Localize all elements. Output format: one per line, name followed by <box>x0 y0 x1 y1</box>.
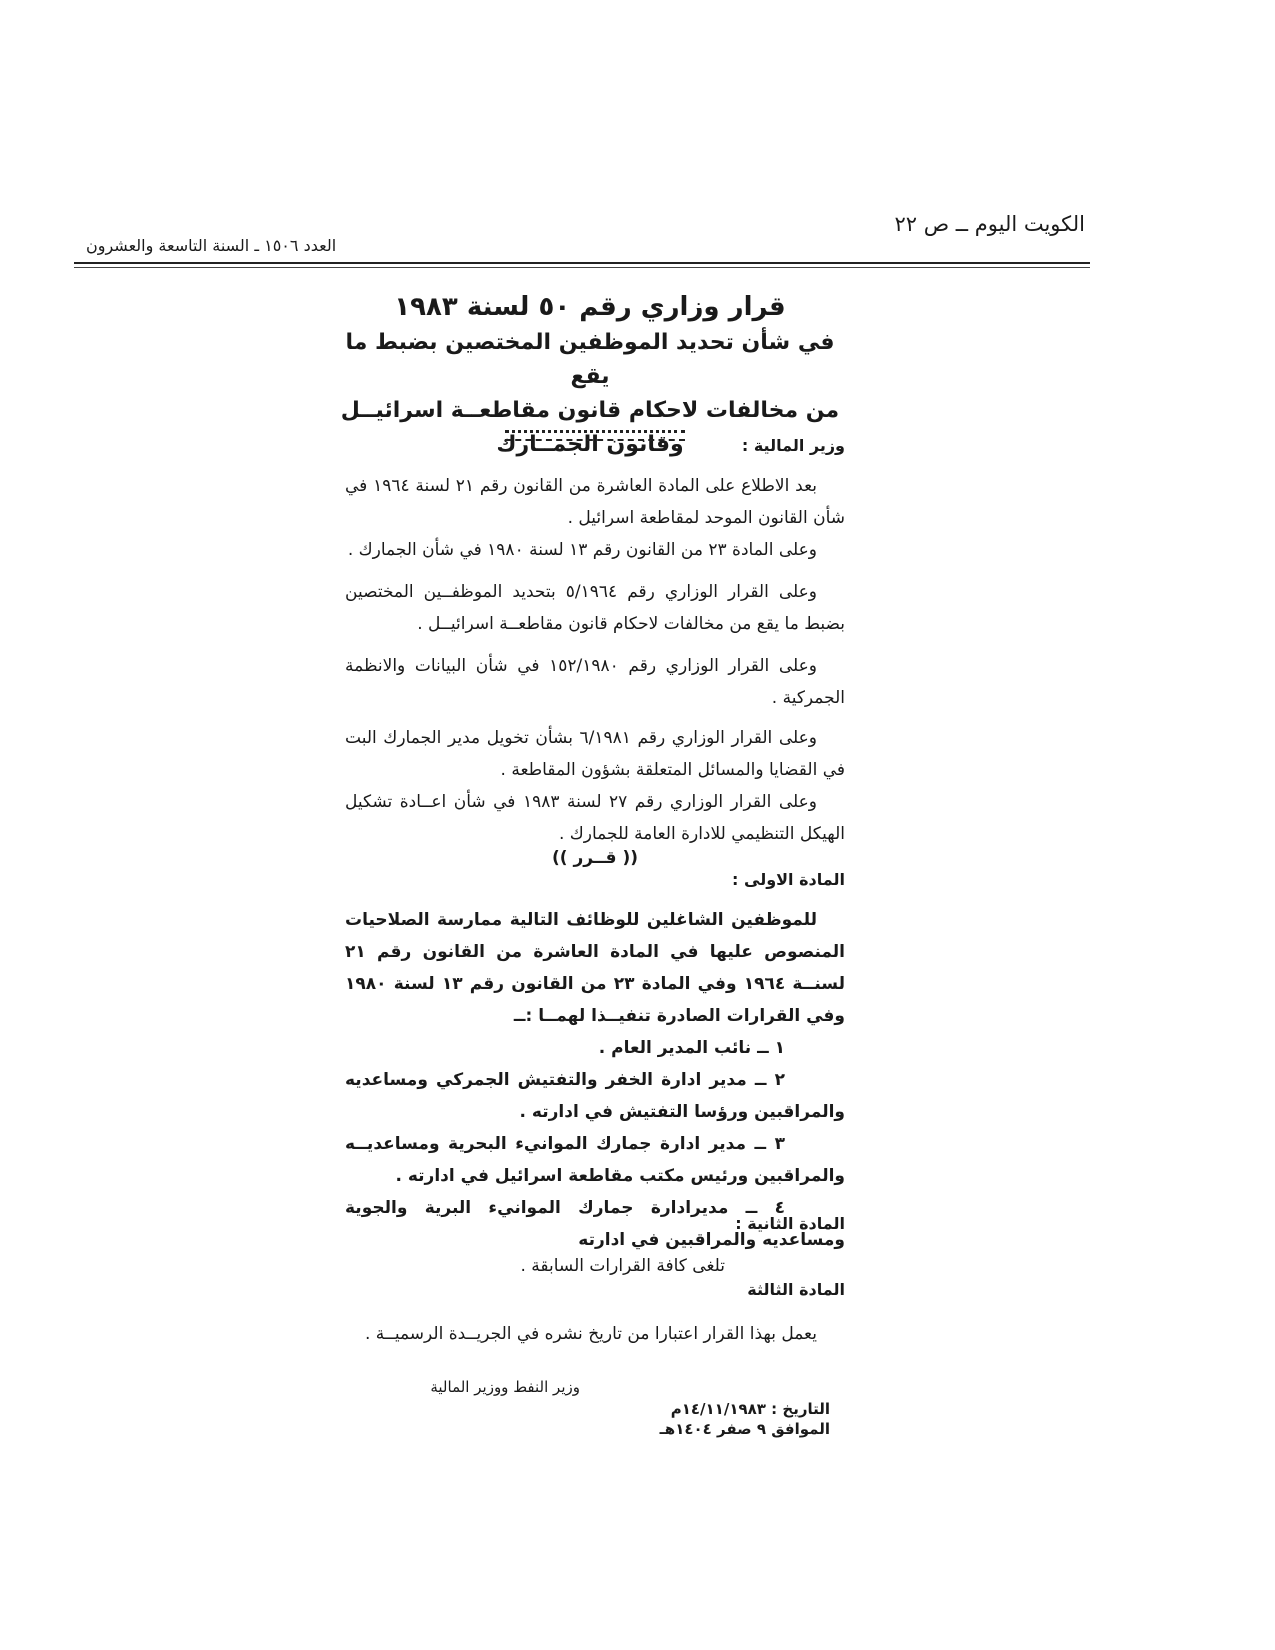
article-1 <box>345 904 845 1256</box>
title-ornament <box>505 430 685 441</box>
preamble-paragraph: وعلى القرار الوزاري رقم ١٥٢/١٩٨٠ في شأن البيانات والانظمة الجمركية . <box>345 656 845 708</box>
preamble-paragraph: وعلى القرار الوزاري رقم ٦/١٩٨١ بشأن تخويل مدير الجمارك البت في القضايا والمسائل المتعلقة بشؤون المقاطعة . <box>345 728 845 780</box>
preamble <box>345 470 845 850</box>
date-hijri: الموافق ٩ صفر ١٤٠٤هـ <box>659 1420 830 1438</box>
preamble-paragraph: وعلى القرار الوزاري رقم ٥/١٩٦٤ بتحديد الموظفــين المختصين بضبط ما يقع من مخالفات لاحكام قانون مقاطعــة اسرائيــل . <box>345 582 845 634</box>
decision-heading: (( قــرر )) <box>551 848 639 868</box>
title-line-1: قرار وزاري رقم ٥٠ لسنة ١٩٨٣ <box>394 292 786 322</box>
article-1-item: ٢ ــ مدير ادارة الخفر والتفتيش الجمركي ومساعديه والمراقبين ورؤسا التفتيش في ادارته . <box>345 1070 845 1122</box>
article-1-item: ٣ ــ مدير ادارة جمارك الموانيء البحرية ومساعديــه والمراقبين ورئيس مكتب مقاطعة اسرائيل في ادارته . <box>345 1134 845 1186</box>
article-1-item: ٤ ــ مديرادارة جمارك الموانيء البرية والجوية ومساعديه والمراقبين في ادارته <box>345 1198 845 1250</box>
title-line-4: وقانون الجمــارك <box>496 432 684 457</box>
header-rule-thin <box>74 267 1090 268</box>
date-gregorian: التاريخ : ١٤/١١/١٩٨٣م <box>670 1400 830 1418</box>
article-1-label: المادة الاولى : <box>732 870 845 889</box>
article-2-label: المادة الثانية : <box>735 1214 845 1233</box>
title-line-3: من مخالفات لاحكام قانون مقاطعــة اسرائيــل <box>340 398 840 423</box>
article-3-text: يعمل بهذا القرار اعتبارا من تاريخ نشره في الجريــدة الرسميــة . <box>364 1324 817 1344</box>
article-1-item: ١ ــ نائب المدير العام . <box>598 1038 785 1058</box>
title-line-2: في شأن تحديد الموظفين المختصين بضبط ما يقع <box>345 330 835 389</box>
article-2 <box>345 1250 845 1282</box>
addressee: وزير المالية : <box>741 436 845 455</box>
article-3 <box>345 1318 845 1350</box>
article-2-text: تلغى كافة القرارات السابقة . <box>520 1256 725 1276</box>
header-page-ref: الكويت اليوم ــ ص ٢٢ <box>894 212 1085 236</box>
preamble-paragraph: وعلى المادة ٢٣ من القانون رقم ١٣ لسنة ١٩٨٠ في شأن الجمارك . <box>347 540 817 560</box>
minister-signature: وزير النفط ووزير المالية <box>430 1378 580 1396</box>
preamble-paragraph: وعلى القرار الوزاري رقم ٢٧ لسنة ١٩٨٣ في شأن اعــادة تشكيل الهيكل التنظيمي للادارة العامة للجمارك . <box>345 792 845 844</box>
article-1-intro: للموظفين الشاغلين للوظائف التالية ممارسة الصلاحيات المنصوص عليها في المادة العاشرة من القانون رقم ٢١ لسنــة ١٩٦٤ وفي المادة ٢٣ من القانون رقم ١٣ لسنة ١٩٨٠ وفي القرارات الصادرة تنفيــذا لهمــا :ــ <box>345 910 845 1026</box>
article-3-label: المادة الثالثة <box>747 1280 845 1299</box>
header-rule <box>74 262 1090 264</box>
preamble-paragraph: بعد الاطلاع على المادة العاشرة من القانون رقم ٢١ لسنة ١٩٦٤ في شأن القانون الموحد لمقاطعة اسرائيل . <box>345 476 845 528</box>
header-issue-info: العدد ١٥٠٦ ـ السنة التاسعة والعشرون <box>86 236 337 255</box>
